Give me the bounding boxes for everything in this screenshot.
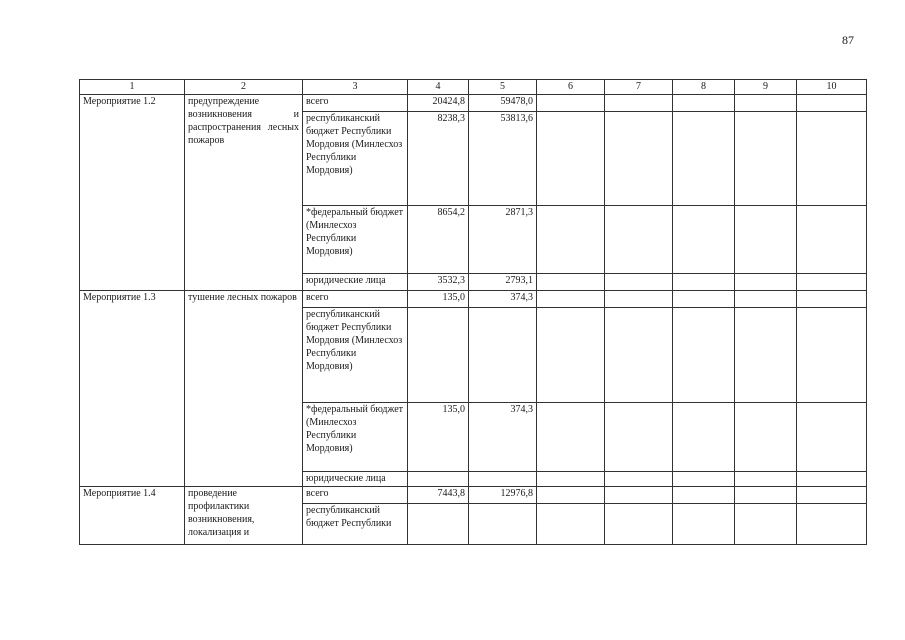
value-col6	[537, 403, 605, 472]
table-row	[80, 95, 867, 112]
value-col5: 2871,3	[469, 206, 537, 274]
funding-source: всего	[303, 95, 408, 112]
funding-source: *федеральный бюджет (Минлесхоз Республики Мордовия)	[303, 206, 408, 274]
value-col6	[537, 274, 605, 291]
value-col4	[408, 472, 469, 487]
value-col8	[673, 206, 735, 274]
value-col5: 374,3	[469, 291, 537, 308]
value-col7	[605, 95, 673, 112]
value-col9	[735, 206, 797, 274]
value-col8	[673, 274, 735, 291]
value-col5: 59478,0	[469, 95, 537, 112]
value-col8	[673, 504, 735, 545]
value-col10	[797, 112, 867, 206]
value-col5: 12976,8	[469, 487, 537, 504]
measure-code: Мероприятие 1.2	[80, 95, 185, 291]
value-col6	[537, 206, 605, 274]
value-col9	[735, 112, 797, 206]
value-col9	[735, 308, 797, 403]
value-col9	[735, 487, 797, 504]
value-col8	[673, 308, 735, 403]
header-cell-2: 2	[185, 80, 303, 95]
value-col8	[673, 472, 735, 487]
value-col10	[797, 206, 867, 274]
header-cell-9: 9	[735, 80, 797, 95]
value-col9	[735, 274, 797, 291]
value-col10	[797, 472, 867, 487]
funding-source: юридические лица	[303, 274, 408, 291]
measure-title: тушение лесных пожаров	[185, 291, 303, 487]
value-col10	[797, 504, 867, 545]
header-cell-6: 6	[537, 80, 605, 95]
value-col5	[469, 308, 537, 403]
value-col9	[735, 403, 797, 472]
value-col10	[797, 274, 867, 291]
value-col5: 53813,6	[469, 112, 537, 206]
header-row	[80, 80, 867, 95]
funding-source: республиканский бюджет Республики Мордовия (Минлесхоз Республики Мордовия)	[303, 112, 408, 206]
measure-code: Мероприятие 1.4	[80, 487, 185, 545]
value-col7	[605, 403, 673, 472]
value-col6	[537, 487, 605, 504]
value-col7	[605, 487, 673, 504]
value-col4: 135,0	[408, 403, 469, 472]
funding-source: республиканский бюджет Республики	[303, 504, 408, 545]
value-col10	[797, 487, 867, 504]
value-col6	[537, 472, 605, 487]
value-col7	[605, 274, 673, 291]
funding-source: всего	[303, 487, 408, 504]
funding-source: юридические лица	[303, 472, 408, 487]
value-col8	[673, 403, 735, 472]
value-col7	[605, 291, 673, 308]
value-col7	[605, 308, 673, 403]
value-col4	[408, 504, 469, 545]
measure-code: Мероприятие 1.3	[80, 291, 185, 487]
value-col8	[673, 487, 735, 504]
value-col5: 2793,1	[469, 274, 537, 291]
value-col4: 3532,3	[408, 274, 469, 291]
value-col10	[797, 95, 867, 112]
value-col9	[735, 291, 797, 308]
funding-source: *федеральный бюджет (Минлесхоз Республики Мордовия)	[303, 403, 408, 472]
table-row	[80, 291, 867, 308]
header-cell-5: 5	[469, 80, 537, 95]
header-cell-8: 8	[673, 80, 735, 95]
measure-title: проведение профилактики возникновения, локализация и	[185, 487, 303, 545]
funding-source: всего	[303, 291, 408, 308]
value-col7	[605, 472, 673, 487]
value-col7	[605, 206, 673, 274]
value-col9	[735, 504, 797, 545]
value-col6	[537, 95, 605, 112]
value-col6	[537, 308, 605, 403]
value-col10	[797, 291, 867, 308]
table-row	[80, 487, 867, 504]
header-cell-4: 4	[408, 80, 469, 95]
page-number: 87	[842, 33, 854, 47]
value-col5: 374,3	[469, 403, 537, 472]
value-col8	[673, 95, 735, 112]
value-col5	[469, 472, 537, 487]
value-col9	[735, 472, 797, 487]
value-col9	[735, 95, 797, 112]
header-cell-7: 7	[605, 80, 673, 95]
value-col4: 7443,8	[408, 487, 469, 504]
value-col7	[605, 504, 673, 545]
value-col6	[537, 504, 605, 545]
value-col5	[469, 504, 537, 545]
value-col4: 8654,2	[408, 206, 469, 274]
value-col6	[537, 291, 605, 308]
value-col7	[605, 112, 673, 206]
value-col6	[537, 112, 605, 206]
header-cell-1: 1	[80, 80, 185, 95]
header-cell-3: 3	[303, 80, 408, 95]
header-cell-10: 10	[797, 80, 867, 95]
value-col8	[673, 112, 735, 206]
budget-table	[79, 79, 867, 545]
value-col10	[797, 403, 867, 472]
value-col4: 8238,3	[408, 112, 469, 206]
value-col4: 20424,8	[408, 95, 469, 112]
funding-source: республиканский бюджет Республики Мордовия (Минлесхоз Республики Мордовия)	[303, 308, 408, 403]
value-col10	[797, 308, 867, 403]
value-col8	[673, 291, 735, 308]
measure-title: предупреждение возникновения и распространения лесных пожаров	[185, 95, 303, 291]
value-col4	[408, 308, 469, 403]
value-col4: 135,0	[408, 291, 469, 308]
